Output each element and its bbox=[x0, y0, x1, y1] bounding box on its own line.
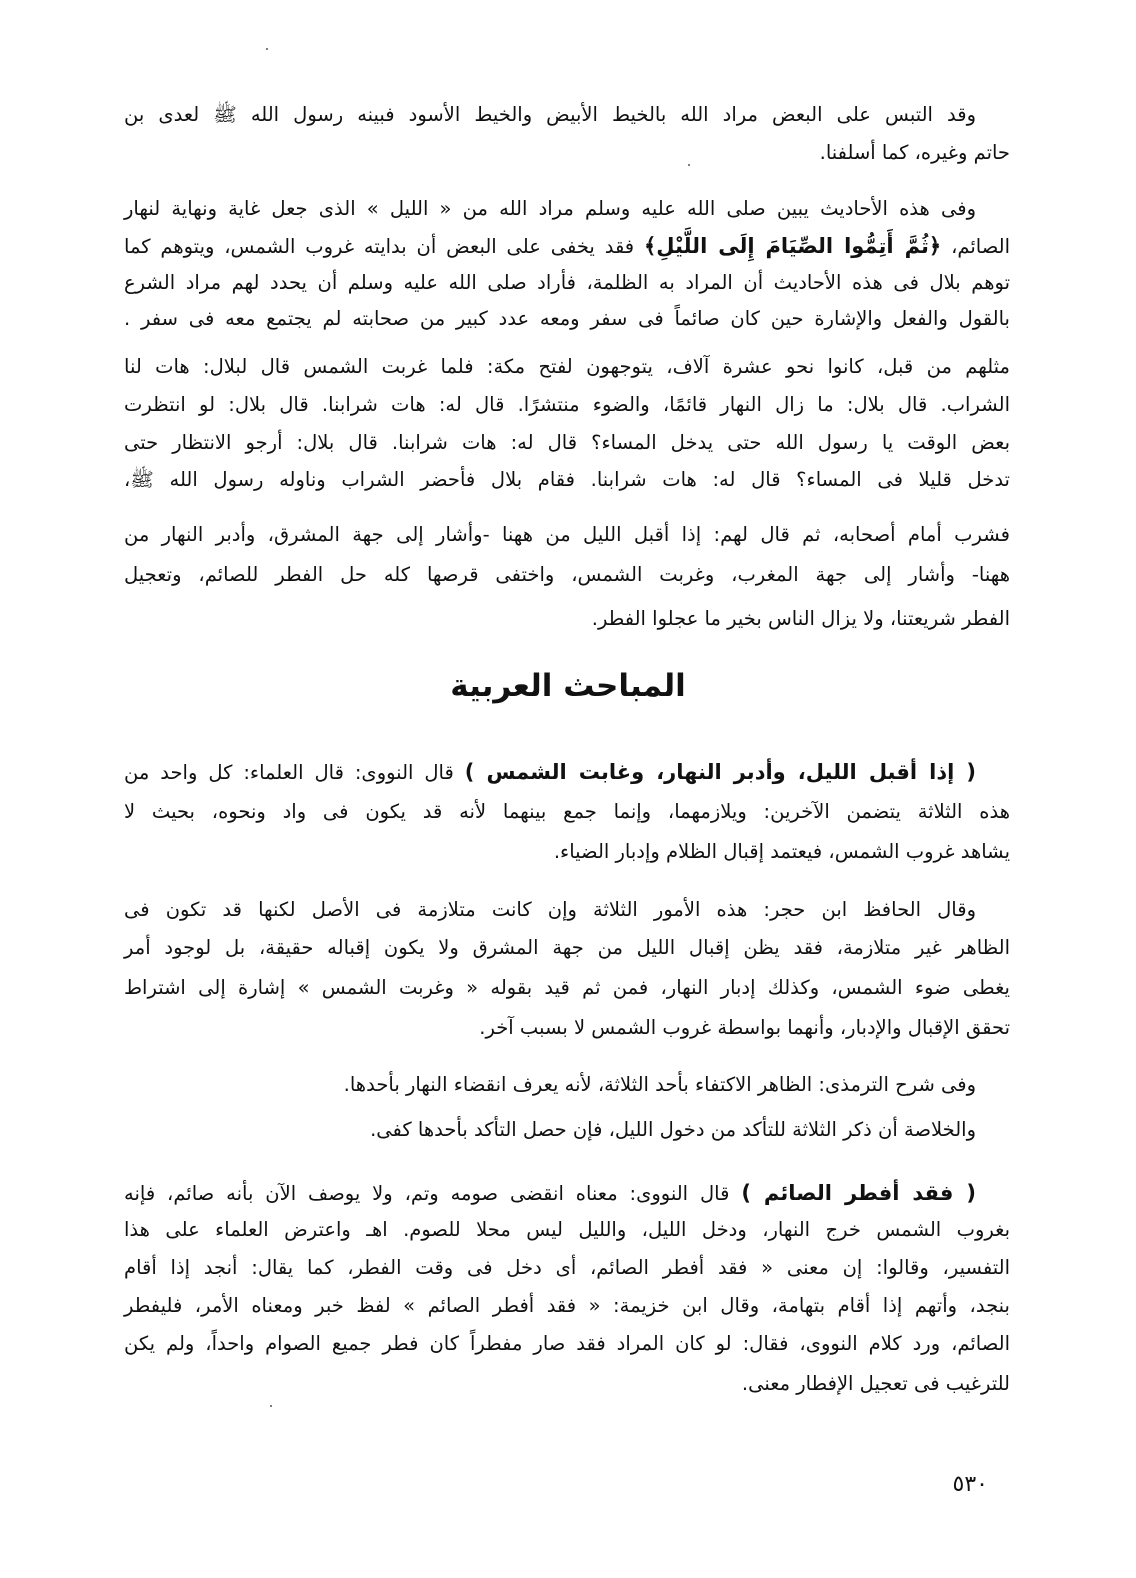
text-line bbox=[124, 1211, 1010, 1249]
text-run: يشاهد غروب الشمس، فيعتمد إقبال الظلام وإدبار الضياء. bbox=[553, 840, 1010, 863]
text-run: بعض الوقت يا رسول الله حتى يدخل المساء؟ قال له: هات شرابنا. قال بلال: أرجو الانتظار حتى bbox=[124, 431, 1010, 454]
text-line bbox=[124, 386, 1010, 424]
text-line bbox=[124, 1365, 1010, 1403]
text-line bbox=[124, 753, 976, 791]
text-run: الظاهر غير متلازمة، فقد يظن إقبال الليل من جهة المشرق ولا يكون إقباله حقيقة، بل لوجود أمر bbox=[124, 936, 1010, 959]
text-line bbox=[124, 190, 976, 228]
text-run: الصائم، ورد كلام النووى، فقال: لو كان المراد فقد صار مفطراً كان فطر جميع الصوام واحداً، ولم يكن bbox=[124, 1332, 1010, 1355]
text-line bbox=[124, 461, 1010, 499]
text-line bbox=[124, 516, 1010, 554]
text-line bbox=[124, 348, 1010, 386]
text-line bbox=[124, 1174, 976, 1212]
text-run: بالقول والفعل والإشارة حين كان صائماً فى سفر ومعه عدد كبير من صحابته لم يجتمع معه فى سفر . bbox=[124, 307, 1010, 330]
text-run: بغروب الشمس خرج النهار، ودخل الليل، والليل ليس محلا للصوم. اهـ واعترض العلماء على هذا bbox=[124, 1218, 1010, 1241]
text-run: هذه الثلاثة يتضمن الآخرين: ويلازمهما، وإنما جمع بينهما لأنه قد يكون فى واد ونحوه، بحيث لا bbox=[124, 800, 1010, 823]
text-run: التفسير، وقالوا: إن معنى « فقد أفطر الصائم، أى دخل فى وقت الفطر، كما يقال: أنجد إذا أقام bbox=[124, 1256, 1010, 1279]
text-line bbox=[124, 264, 1010, 302]
page-number: ٥٣٠ bbox=[952, 1472, 988, 1497]
text-run: وفى شرح الترمذى: الظاهر الاكتفاء بأحد الثلاثة، لأنه يعرف انقضاء النهار بأحدها. bbox=[343, 1073, 976, 1096]
bold-phrase: ( فقد أفطر الصائم ) bbox=[741, 1181, 977, 1205]
text-line bbox=[124, 600, 1010, 638]
text-line bbox=[124, 1111, 976, 1149]
text-run: وقال الحافظ ابن حجر: هذه الأمور الثلاثة وإن كانت متلازمة فى الأصل لكنها قد تكون فى bbox=[124, 898, 976, 921]
text-line bbox=[124, 300, 1010, 338]
text-run: مثلهم من قبل، كانوا نحو عشرة آلاف، يتوجهون لفتح مكة: فلما غربت الشمس قال لبلال: هات لنا bbox=[124, 355, 1010, 378]
text-run: بنجد، وأتهم إذا أقام بتهامة، وقال ابن خزيمة: « فقد أفطر الصائم » لفظ خبر ومعناه الأمر، فليفطر bbox=[124, 1294, 1010, 1317]
text-line bbox=[124, 1009, 1010, 1047]
text-line bbox=[124, 96, 976, 134]
text-line bbox=[124, 793, 1010, 831]
text-line bbox=[124, 1325, 1010, 1363]
text-run: قال النووى: معناه انقضى صومه وتم، ولا يوصف الآن بأنه صائم، فإنه bbox=[124, 1182, 742, 1205]
scan-speck bbox=[688, 164, 690, 166]
text-run: قال النووى: قال العلماء: كل واحد من bbox=[124, 761, 465, 784]
text-run: يغطى ضوء الشمس، وكذلك إدبار النهار، فمن ثم قيد بقوله « وغربت الشمس » إشارة إلى اشتراط bbox=[124, 976, 1010, 999]
scan-speck bbox=[266, 48, 268, 50]
text-line bbox=[124, 556, 1010, 594]
text-run: تدخل قليلا فى المساء؟ قال له: هات شرابنا. فقام بلال فأحضر الشراب وناوله رسول الله ﷺ، bbox=[124, 468, 1010, 491]
text-line bbox=[124, 833, 1010, 871]
text-run: وفى هذه الأحاديث يبين صلى الله عليه وسلم مراد الله من « الليل » الذى جعل غاية ونهاية لنهار bbox=[124, 197, 976, 220]
text-run: الصائم، bbox=[941, 235, 1011, 258]
text-run: فشرب أمام أصحابه، ثم قال لهم: إذا أقبل الليل من ههنا -وأشار إلى جهة المشرق، وأدبر النهار من bbox=[124, 523, 1010, 546]
text-run: توهم بلال فى هذه الأحاديث أن المراد به الظلمة، فأراد صلى الله عليه وسلم أن يحدد لهم مراد الشرع bbox=[124, 271, 1010, 294]
text-run: حاتم وغيره، كما أسلفنا. bbox=[819, 141, 1010, 164]
text-run: الشراب. قال بلال: ما زال النهار قائمًا، والضوء منتشرًا. قال له: هات شرابنا. قال بلال: لو انتظرت bbox=[124, 393, 1010, 416]
text-line bbox=[124, 969, 1010, 1007]
text-run: وقد التبس على البعض مراد الله بالخيط الأبيض والخيط الأسود فبينه رسول الله ﷺ لعدى بن bbox=[124, 103, 976, 126]
text-line bbox=[124, 134, 1010, 172]
text-run: والخلاصة أن ذكر الثلاثة للتأكد من دخول الليل، فإن حصل التأكد بأحدها كفى. bbox=[370, 1118, 976, 1141]
text-run: فقد يخفى على البعض أن بدايته غروب الشمس، ويتوهم كما bbox=[124, 235, 644, 258]
text-run: الفطر شريعتنا، ولا يزال الناس بخير ما عجلوا الفطر. bbox=[591, 607, 1010, 630]
section-heading: المباحث العربية bbox=[450, 668, 686, 704]
text-line bbox=[124, 1287, 1010, 1325]
text-run: ههنا- وأشار إلى جهة المغرب، وغربت الشمس، واختفى قرصها كله حل الفطر للصائم، وتعجيل bbox=[124, 563, 1010, 586]
text-run: تحقق الإقبال والإدبار، وأنهما بواسطة غروب الشمس لا بسبب آخر. bbox=[479, 1016, 1010, 1039]
text-line bbox=[124, 1066, 976, 1104]
text-run: للترغيب فى تعجيل الإفطار معنى. bbox=[741, 1372, 1010, 1395]
text-line bbox=[124, 227, 1010, 265]
bold-phrase: ( إذا أقبل الليل، وأدبر النهار، وغابت الشمس ) bbox=[464, 760, 976, 784]
text-line bbox=[124, 891, 976, 929]
text-line bbox=[124, 929, 1010, 967]
scan-speck bbox=[270, 1405, 272, 1407]
text-line bbox=[124, 424, 1010, 462]
bold-phrase: ﴿ثُمَّ أَتِمُّوا الصِّيَامَ إِلَى اللَّيْلِ﴾ bbox=[643, 234, 942, 258]
text-line bbox=[124, 1249, 1010, 1287]
